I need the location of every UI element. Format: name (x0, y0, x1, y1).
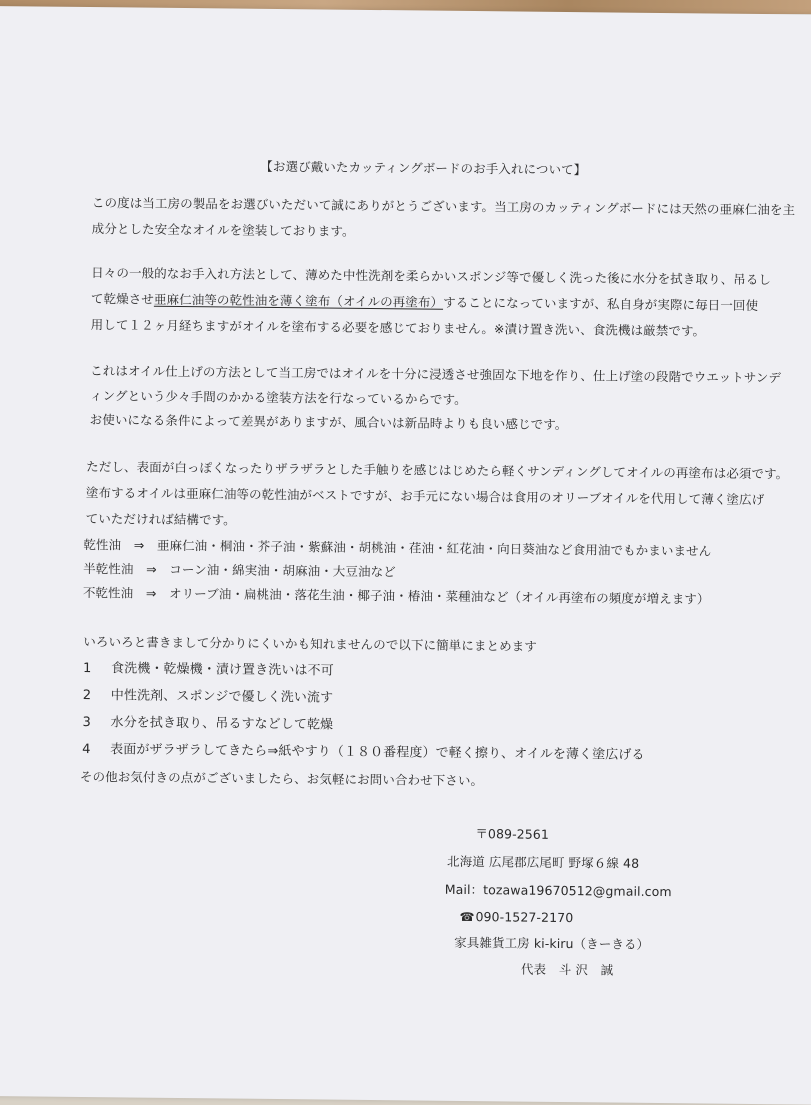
summary-item-text: 食洗機・乾燥機・漬け置き洗いは不可 (110, 661, 334, 679)
care-line-2-pre: て乾燥させ (90, 291, 155, 307)
closing-line: その他お気付きの点がございましたら、お気軽にお問い合わせ下さい。 (79, 768, 484, 789)
contact-phone-number: 090-1527-2170 (475, 909, 574, 926)
recoat-line-1: ただし、表面が白っぽくなったりザラザラとした手触りを感じはじめたら軽くサンディングしてオイルの再塗布は必須です。 (86, 458, 789, 482)
finish-line-1: これはオイル仕上げの方法として当工房ではオイルを十分に浸透させ強固な下地を作り、仕上げ塗の段階でウエットサンデ (90, 363, 782, 386)
oil-drying: 乾性油 ⇒ 亜麻仁油・桐油・芥子油・紫蘇油・胡桃油・荏油・紅花油・向日葵油など食用油でもかまいません (83, 536, 712, 559)
care-line-1: 日々の一般的なお手入れ方法として、薄めた中性洗剤を柔らかいスポンジ等で優しく洗った後に水分を拭き取り、吊るし (91, 265, 772, 288)
recoat-line-3: ていただければ結構です。 (85, 510, 236, 528)
recoat-line-2: 塗布するオイルは亜麻仁油等の乾性油がベストですが、お手元にない場合は食用のオリーブオイルを代用して薄く塗広げ (85, 484, 765, 508)
document-title: 【お選び戴いたカッティングボードのお手入れについて】 (260, 158, 587, 178)
summary-item-number: 3 (82, 714, 91, 731)
summary-item-3 (82, 715, 333, 734)
intro-line-2: 成分とした安全なオイルを塗装しております。 (91, 221, 355, 239)
summary-item-1 (83, 661, 334, 680)
oil-semi-drying: 半乾性油 ⇒ コーン油・綿実油・胡麻油・大豆油など (83, 560, 396, 580)
care-line-2-post: することになっていますが、私自身が実際に毎日一回使 (443, 294, 759, 314)
contact-workshop: 家具雑貨工房 ki-kiru（きーきる） (454, 934, 650, 952)
summary-item-number: 4 (82, 741, 91, 758)
summary-intro: いろいろと書きまして分かりにくいかも知れませんので以下に簡単にまとめます (83, 633, 538, 654)
intro-line-1: この度は当工房の製品をお選びいただいて誠にありがとうございます。当工房のカッティングボードには天然の亜麻仁油を主 (91, 195, 796, 218)
phone-icon: ☎ (459, 909, 475, 925)
oil-non-drying: 不乾性油 ⇒ オリーブ油・扁桃油・落花生油・椰子油・椿油・菜種油など（オイル再塗布の頻度が増えます） (82, 584, 710, 607)
summary-item-text: 水分を拭き取り、吊るすなどして乾燥 (110, 715, 334, 733)
summary-item-4 (82, 742, 644, 764)
contact-phone (459, 909, 573, 926)
summary-item-number: 1 (82, 660, 92, 677)
summary-item-text: 表面がザラザラしてきたら⇒紙やすり（１８０番程度）で軽く擦り、オイルを薄く塗広げる (110, 742, 645, 763)
care-line-3: 用して１２ヶ月経ちますがオイルを塗布する必要を感じておりません。※漬け置き洗い、食洗機は厳禁です。 (90, 317, 706, 339)
summary-item-number: 2 (82, 687, 92, 704)
care-line-2 (91, 291, 758, 314)
contact-representative: 代表 斗 沢 誠 (520, 961, 614, 978)
care-line-2-underlined: 亜麻仁油等の乾性油を薄く塗布（オイルの再塗布） (153, 291, 444, 310)
summary-item-2 (83, 688, 334, 707)
finish-line-3: お使いになる条件によって差異がありますが、風合いは新品時よりも良い感じです。 (89, 412, 568, 433)
summary-item-text: 中性洗剤、スポンジで優しく洗い流す (110, 688, 334, 706)
contact-address: 北海道 広尾郡広尾町 野塚６線 48 (446, 853, 640, 871)
finish-line-2: ィングという少々手間のかかる塗装方法を行なっているからです。 (89, 388, 467, 407)
contact-postal: 〒089-2561 (475, 826, 550, 842)
document-page (0, 6, 811, 1105)
contact-mail: Mail：tozawa19670512@gmail.com (444, 881, 672, 900)
